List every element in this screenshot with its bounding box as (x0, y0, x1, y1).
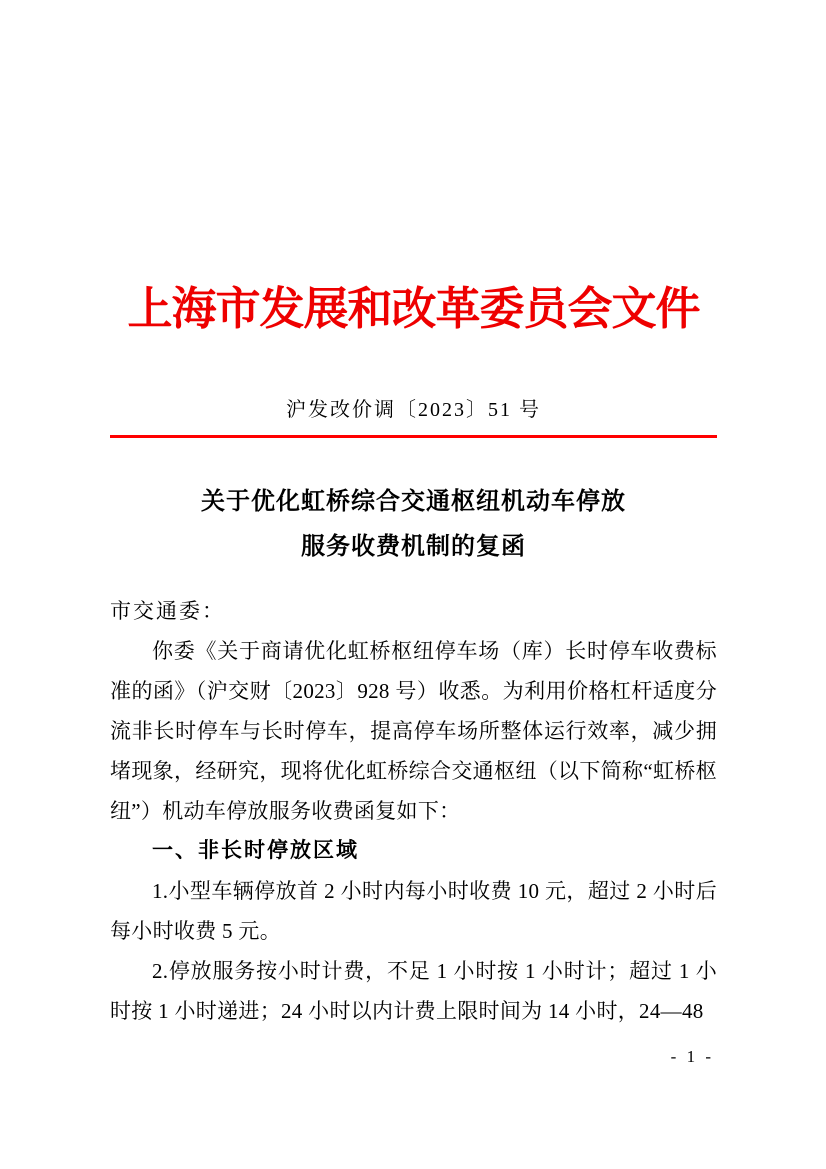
document-title-line1: 关于优化虹桥综合交通枢纽机动车停放 (201, 489, 626, 515)
document-number: 沪发改价调〔2023〕51 号 (286, 399, 541, 421)
addressee: 市交通委： (110, 599, 225, 623)
section-1-item-1: 1.小型车辆停放首 2 小时内每小时收费 10 元，超过 2 小时后每小时收费 5 元。 (110, 879, 717, 943)
section-1-item-2: 2.停放服务按小时计费，不足 1 小时按 1 小时计；超过 1 小时按 1 小时递进；24 小时以内计费上限时间为 14 小时，24—48 (110, 959, 717, 1023)
opening-paragraph: 你委《关于商请优化虹桥枢纽停车场（库）长时停车收费标准的函》（沪交财〔2023〕928 号）收悉。为利用价格杠杆适度分流非长时停车与长时停车，提高停车场所整体运行效率，减少拥堵现象，经研究，现将优化虹桥综合交通枢纽（以下简称“虹桥枢纽”）机动车停放服务收费函复如下： (110, 639, 717, 823)
page-number: - 1 - (670, 1047, 714, 1066)
red-divider-line (110, 435, 717, 438)
section-1-heading: 一、非长时停放区域 (152, 839, 359, 862)
document-title (110, 480, 717, 570)
agency-header-title: 上海市发展和改革委员会文件 (127, 284, 700, 334)
document-title-line2: 服务收费机制的复函 (301, 534, 526, 560)
letter-body (110, 591, 717, 1031)
